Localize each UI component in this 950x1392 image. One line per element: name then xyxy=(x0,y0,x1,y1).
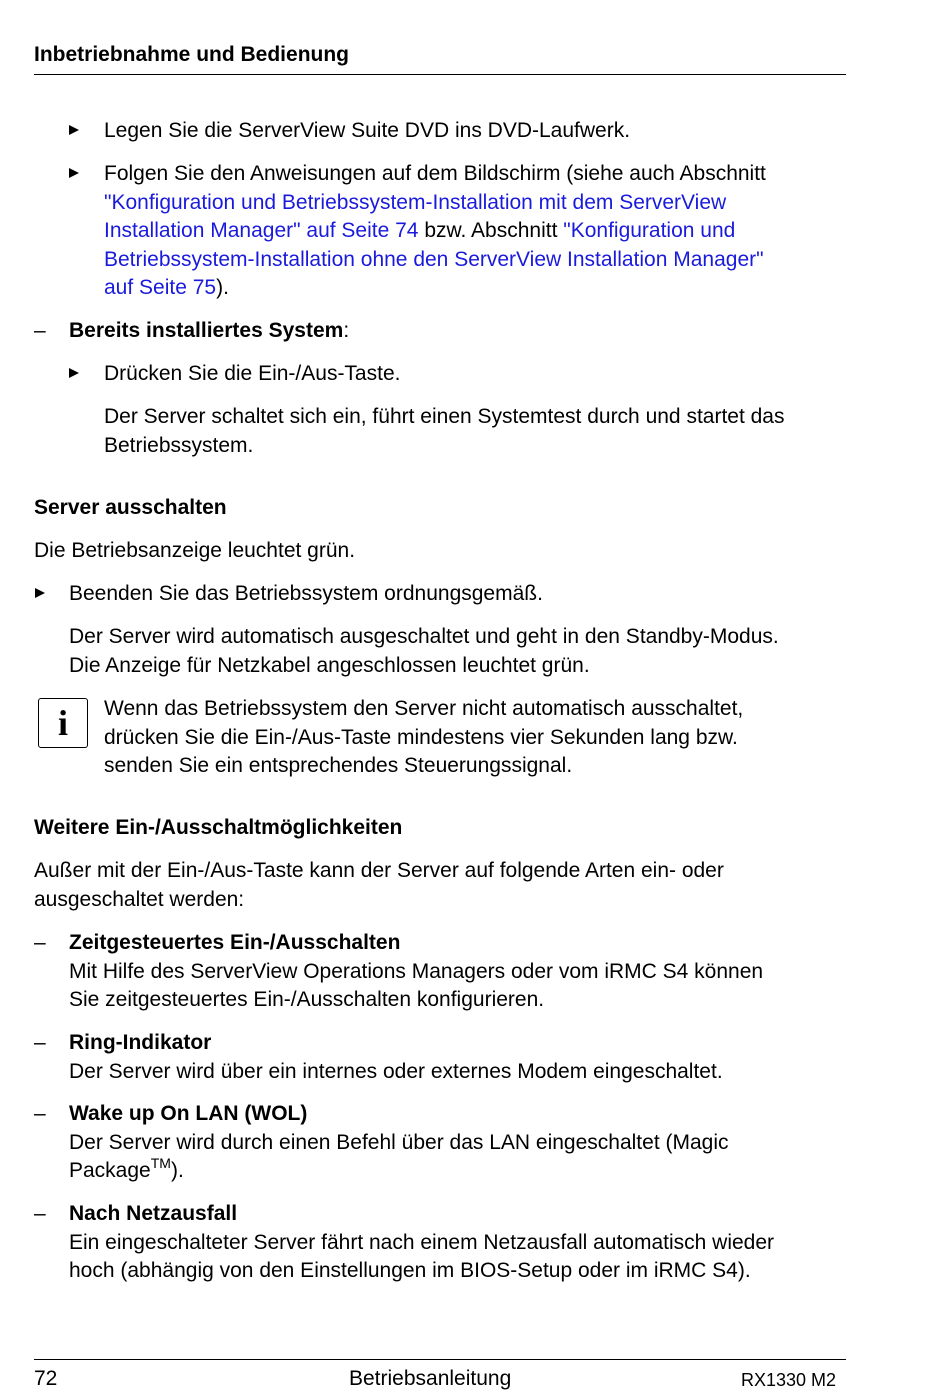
bullet-triangle-icon xyxy=(69,168,79,178)
info-note-line: senden Sie ein entsprechendes Steuerungssignal. xyxy=(104,754,573,777)
list-item-text: Sie zeitgesteuertes Ein-/Ausschalten konfigurieren. xyxy=(69,988,545,1011)
bullet-text-line: Folgen Sie den Anweisungen auf dem Bildschirm (siehe auch Abschnitt xyxy=(104,162,766,185)
list-item-title: Nach Netzausfall xyxy=(69,1202,238,1225)
bullet-text: Beenden Sie das Betriebssystem ordnungsgemäß. xyxy=(69,582,543,605)
list-item-title: Wake up On LAN (WOL) xyxy=(69,1102,308,1125)
page-number: 72 xyxy=(34,1367,58,1390)
dash-marker: – xyxy=(34,1031,46,1054)
dash-marker: – xyxy=(34,1202,46,1225)
description-paragraph xyxy=(104,403,785,460)
info-icon xyxy=(38,698,88,748)
list-item-text-part: Package xyxy=(69,1159,151,1182)
page-header-title: Inbetriebnahme und Bedienung xyxy=(34,43,350,66)
bullet-text: bzw. Abschnitt xyxy=(418,219,564,242)
section-heading: Weitere Ein-/Ausschaltmöglichkeiten xyxy=(34,816,403,839)
description-line: Die Anzeige für Netzkabel angeschlossen leuchtet grün. xyxy=(69,653,590,677)
info-note-line: Wenn das Betriebssystem den Server nicht automatisch ausschaltet, xyxy=(104,697,744,720)
section-intro: Die Betriebsanzeige leuchtet grün. xyxy=(34,539,356,562)
list-item-text: Der Server wird durch einen Befehl über das LAN eingeschaltet (Magic xyxy=(69,1130,729,1154)
list-item xyxy=(69,1200,774,1286)
trademark-superscript: TM xyxy=(150,1155,171,1171)
footer-rule xyxy=(34,1359,846,1360)
dash-marker: – xyxy=(34,319,46,342)
list-item-label: Bereits installiertes System xyxy=(69,319,344,342)
bullet-text: Legen Sie die ServerView Suite DVD ins DVD-Laufwerk. xyxy=(104,119,631,142)
bullet-triangle-icon xyxy=(69,368,79,378)
footer-title: Betriebsanleitung xyxy=(349,1367,512,1390)
cross-reference-link[interactable]: "Konfiguration und xyxy=(563,219,736,242)
section-intro xyxy=(34,857,724,914)
footer-model: RX1330 M2 xyxy=(741,1370,837,1390)
description-line: Der Server schaltet sich ein, führt einen Systemtest durch und startet das xyxy=(104,405,785,428)
section-intro-line: ausgeschaltet werden: xyxy=(34,887,245,911)
cross-reference-link[interactable]: Betriebssystem-Installation ohne den ServerView Installation Manager" xyxy=(104,247,764,271)
cross-reference-link[interactable]: auf Seite 75 xyxy=(104,276,217,299)
description-line: Der Server wird automatisch ausgeschaltet und geht in den Standby-Modus. xyxy=(69,625,779,648)
list-item-text: Der Server wird über ein internes oder externes Modem eingeschaltet. xyxy=(69,1059,723,1083)
header-rule xyxy=(34,74,846,75)
bullet-text-line xyxy=(104,274,766,303)
list-item-text-part: ). xyxy=(170,1159,184,1182)
bullet-paragraph xyxy=(104,160,766,303)
info-note-line: drücken Sie die Ein-/Aus-Taste mindestens vier Sekunden lang bzw. xyxy=(104,725,738,749)
section-intro-line: Außer mit der Ein-/Aus-Taste kann der Server auf folgende Arten ein- oder xyxy=(34,859,724,882)
bullet-triangle-icon xyxy=(35,588,45,598)
list-item-text: Mit Hilfe des ServerView Operations Managers oder vom iRMC S4 können xyxy=(69,959,764,983)
list-item-title: Ring-Indikator xyxy=(69,1031,212,1054)
dash-marker: – xyxy=(34,931,46,954)
bullet-triangle-icon xyxy=(69,125,79,135)
cross-reference-link[interactable]: "Konfiguration und Betriebssystem-Installation mit dem ServerView xyxy=(104,190,727,214)
description-line: Betriebssystem. xyxy=(104,433,254,457)
list-item-title xyxy=(69,317,349,346)
info-note xyxy=(104,695,743,781)
list-item-title: Zeitgesteuertes Ein-/Ausschalten xyxy=(69,931,401,954)
list-item xyxy=(69,1029,723,1086)
cross-reference-link[interactable]: Installation Manager" auf Seite 74 xyxy=(104,219,419,242)
bullet-text: Drücken Sie die Ein-/Aus-Taste. xyxy=(104,362,401,385)
list-item-text: Ein eingeschalteter Server fährt nach einem Netzausfall automatisch wieder xyxy=(69,1230,775,1254)
list-item-text xyxy=(69,1157,729,1186)
bullet-text: ). xyxy=(216,276,229,299)
section-heading: Server ausschalten xyxy=(34,496,227,519)
info-glyph: i xyxy=(57,703,68,743)
description-paragraph xyxy=(69,623,779,680)
list-item xyxy=(69,1100,729,1186)
list-item-text: hoch (abhängig von den Einstellungen im BIOS-Setup oder im iRMC S4). xyxy=(69,1259,751,1282)
dash-marker: – xyxy=(34,1102,46,1125)
list-item xyxy=(69,929,763,1015)
list-item-colon: : xyxy=(343,319,350,342)
bullet-text-line xyxy=(104,217,766,246)
